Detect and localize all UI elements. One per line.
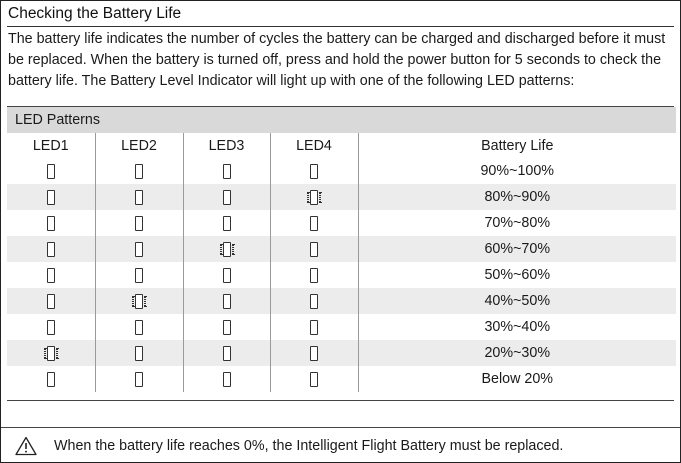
column-header-led4: LED4 <box>270 133 358 158</box>
warning-icon <box>15 436 37 456</box>
led4-cell <box>270 366 358 392</box>
led-off-icon <box>223 320 231 335</box>
led1-cell <box>7 158 95 184</box>
led-on-icon <box>47 190 55 205</box>
led1-cell <box>7 184 95 210</box>
column-header-led2: LED2 <box>95 133 183 158</box>
table-row <box>7 236 676 262</box>
led4-cell <box>270 288 358 314</box>
led2-cell <box>95 288 183 314</box>
led4-cell <box>270 184 358 210</box>
led-on-icon <box>310 164 318 179</box>
led3-cell <box>183 366 270 392</box>
table-row <box>7 210 676 236</box>
table-row <box>7 262 676 288</box>
table-group-header-row <box>7 107 676 133</box>
led-off-icon <box>223 294 231 309</box>
battery-life-cell: 30%~40% <box>484 319 551 335</box>
led-on-icon <box>135 216 143 231</box>
led2-cell <box>95 340 183 366</box>
led3-cell <box>183 236 270 262</box>
table-row <box>7 288 676 314</box>
led4-cell <box>270 314 358 340</box>
led4-cell <box>270 262 358 288</box>
led2-cell <box>95 314 183 340</box>
led-on-icon <box>47 242 55 257</box>
led4-cell <box>270 158 358 184</box>
led-on-icon <box>47 164 55 179</box>
led3-cell <box>183 314 270 340</box>
table-row <box>7 314 676 340</box>
led1-cell <box>7 314 95 340</box>
led2-cell <box>95 158 183 184</box>
led1-cell <box>7 366 95 392</box>
led3-cell <box>183 184 270 210</box>
led3-cell <box>183 288 270 314</box>
led-pattern-table <box>7 107 676 392</box>
warning-note <box>1 427 680 463</box>
table-row <box>7 366 676 392</box>
led-on-icon <box>135 190 143 205</box>
table-row <box>7 340 676 366</box>
table-group-header: LED Patterns <box>7 107 676 133</box>
led3-cell <box>183 340 270 366</box>
led-on-icon <box>223 164 231 179</box>
title-divider <box>7 26 674 27</box>
led-off-icon <box>310 372 318 387</box>
led-blink-icon <box>310 190 318 205</box>
led-off-icon <box>223 268 231 283</box>
led4-cell <box>270 236 358 262</box>
led-blink-icon <box>223 242 231 257</box>
battery-life-cell: 70%~80% <box>484 215 551 231</box>
led-on-icon <box>135 242 143 257</box>
led-off-icon <box>310 268 318 283</box>
table-body <box>7 158 676 392</box>
led-on-icon <box>47 216 55 231</box>
table-column-header-row <box>7 133 676 158</box>
led-off-icon <box>135 320 143 335</box>
led-off-icon <box>135 372 143 387</box>
led3-cell <box>183 210 270 236</box>
table-bottom-divider <box>7 400 674 401</box>
table-row <box>7 184 676 210</box>
column-header-battery-life: Battery Life <box>481 137 554 154</box>
led3-cell <box>183 262 270 288</box>
led2-cell <box>95 262 183 288</box>
column-header-led1: LED1 <box>7 133 95 158</box>
led-off-icon <box>223 346 231 361</box>
led1-cell <box>7 262 95 288</box>
led-on-icon <box>47 294 55 309</box>
led4-cell <box>270 210 358 236</box>
battery-life-cell: Below 20% <box>481 371 554 387</box>
led-on-icon <box>135 268 143 283</box>
led-on-icon <box>135 164 143 179</box>
led2-cell <box>95 366 183 392</box>
led-blink-icon <box>47 346 55 361</box>
led3-cell <box>183 158 270 184</box>
led1-cell <box>7 236 95 262</box>
intro-paragraph: The battery life indicates the number of cycles the battery can be charged and discharged before it must be replaced. When the battery is turned off, press and hold the power button for 5 seconds to check the battery life. The Battery Level Indicator will light up with one of the following LED patterns: <box>8 31 666 89</box>
led2-cell <box>95 210 183 236</box>
led2-cell <box>95 236 183 262</box>
led-off-icon <box>310 346 318 361</box>
led-off-icon <box>310 216 318 231</box>
warning-note-text: When the battery life reaches 0%, the Intelligent Flight Battery must be replaced. <box>54 438 564 454</box>
led-off-icon <box>310 320 318 335</box>
led4-cell <box>270 340 358 366</box>
led-off-icon <box>223 372 231 387</box>
led-on-icon <box>47 268 55 283</box>
led-on-icon <box>223 190 231 205</box>
battery-life-cell: 90%~100% <box>480 163 555 179</box>
led-on-icon <box>47 320 55 335</box>
battery-life-cell: 80%~90% <box>358 184 676 210</box>
led1-cell <box>7 288 95 314</box>
column-header-led3: LED3 <box>183 133 270 158</box>
led1-cell <box>7 340 95 366</box>
battery-life-cell: 20%~30% <box>358 340 676 366</box>
led-off-icon <box>135 346 143 361</box>
led-off-icon <box>47 372 55 387</box>
battery-life-cell: 60%~70% <box>358 236 676 262</box>
led-on-icon <box>223 216 231 231</box>
led-blink-icon <box>135 294 143 309</box>
led-off-icon <box>310 242 318 257</box>
section-title: Checking the Battery Life <box>8 5 182 22</box>
led2-cell <box>95 184 183 210</box>
battery-life-cell: 50%~60% <box>484 267 551 283</box>
battery-life-cell: 40%~50% <box>358 288 676 314</box>
led-off-icon <box>310 294 318 309</box>
led1-cell <box>7 210 95 236</box>
table-row <box>7 158 676 184</box>
